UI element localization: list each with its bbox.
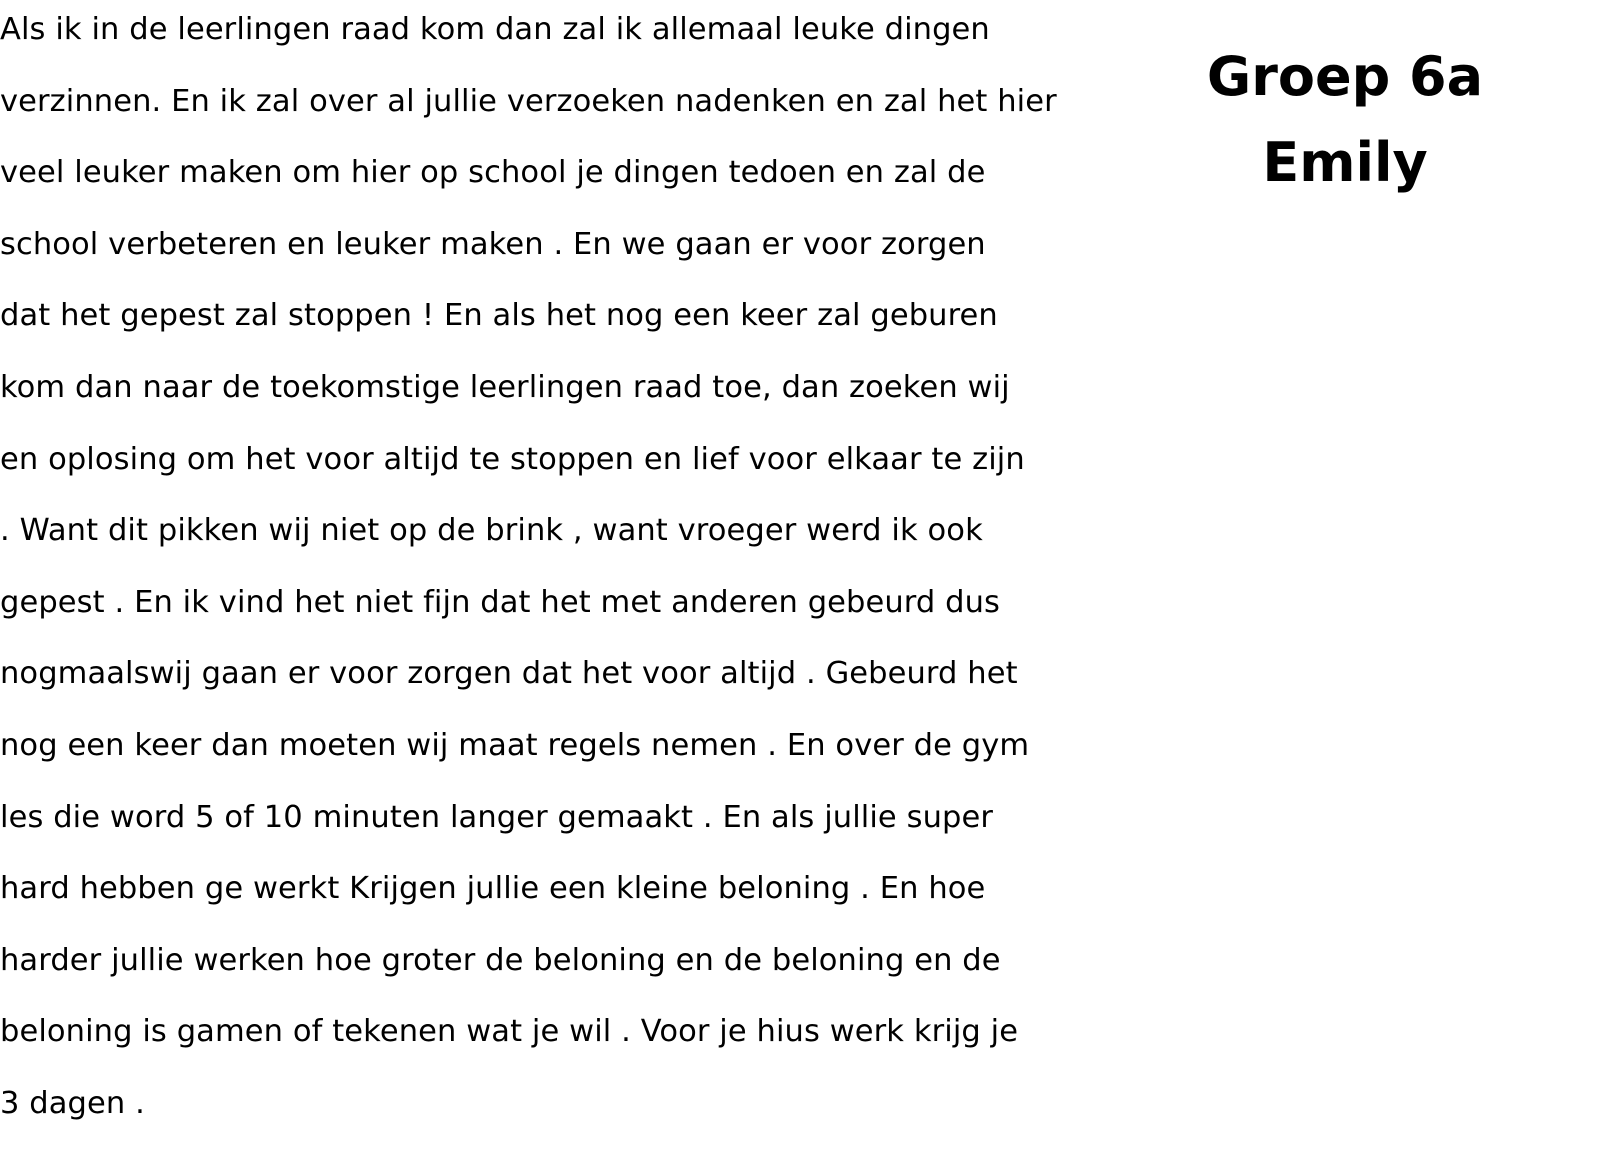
letter-line: nog een keer dan moeten wij maat regels nemen . En over de gym <box>0 727 1030 763</box>
letter-line: kom dan naar de toekomstige leerlingen raad toe, dan zoeken wij <box>0 369 1010 405</box>
letter-line: gepest . En ik vind het niet fijn dat het met anderen gebeurd dus <box>0 584 1001 620</box>
letter-line: veel leuker maken om hier op school je dingen tedoen en zal de <box>0 155 986 191</box>
letter-line: nogmaalswij gaan er voor zorgen dat het voor altijd . Gebeurd het <box>0 656 1018 692</box>
author-header <box>1195 34 1495 206</box>
author-name: Emily <box>1262 131 1428 194</box>
letter-line: . Want dit pikken wij niet op de brink , want vroeger werd ik ook <box>0 513 983 549</box>
group-label: Groep 6a <box>1206 45 1484 108</box>
letter-line: Als ik in de leerlingen raad kom dan zal ik allemaal leuke dingen <box>0 12 990 47</box>
letter-line: beloning is gamen of tekenen wat je wil . Voor je hius werk krijg je <box>0 1014 1019 1050</box>
letter-line: school verbeteren en leuker maken . En we gaan er voor zorgen <box>0 226 986 262</box>
letter-line: harder jullie werken hoe groter de beloning en de beloning en de <box>0 942 1001 978</box>
letter-line: 3 dagen . <box>0 1085 145 1121</box>
letter-line: verzinnen. En ik zal over al jullie verzoeken nadenken en zal het hier <box>0 83 1057 119</box>
letter-line: dat het gepest zal stoppen ! En als het nog een keer zal geburen <box>0 298 998 334</box>
letter-line: hard hebben ge werkt Krijgen jullie een kleine beloning . En hoe <box>0 871 986 907</box>
letter-body <box>0 6 1170 1152</box>
letter-line: en oplosing om het voor altijd te stoppen en lief voor elkaar te zijn <box>0 441 1025 477</box>
letter-line: les die word 5 of 10 minuten langer gemaakt . En als jullie super <box>0 799 993 835</box>
